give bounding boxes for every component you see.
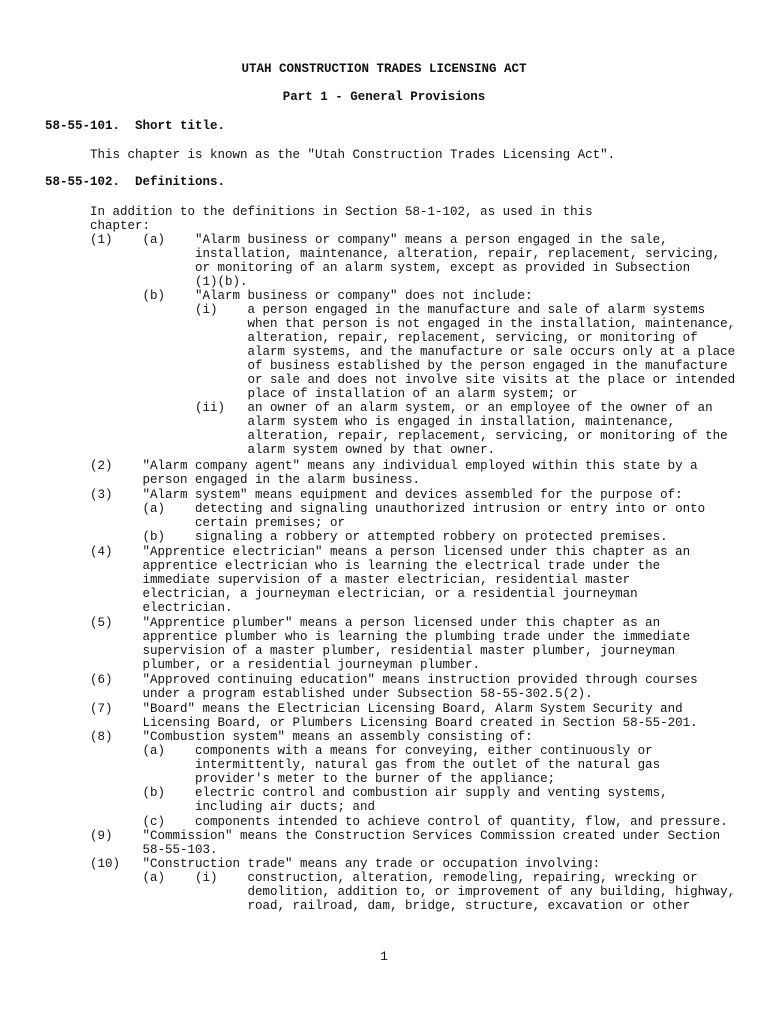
body-line: plumber, or a residential journeyman plumber. bbox=[90, 658, 481, 672]
body-line: (4) "Apprentice electrician" means a person licensed under this chapter as an bbox=[90, 545, 691, 559]
body-line: person engaged in the alarm business. bbox=[90, 473, 421, 487]
body-line: (1)(b). bbox=[90, 275, 248, 289]
body-line: or monitoring of an alarm system, except as provided in Subsection bbox=[90, 261, 691, 275]
body-line: (5) "Apprentice plumber" means a person licensed under this chapter as an bbox=[90, 616, 661, 630]
body-line: (1) (a) "Alarm business or company" means a person engaged in the sale, bbox=[90, 233, 668, 247]
body-line: (i) a person engaged in the manufacture and sale of alarm systems bbox=[90, 303, 706, 317]
body-line: alteration, repair, replacement, servicing, or monitoring of the bbox=[90, 429, 728, 443]
page-number: 1 bbox=[380, 949, 388, 964]
body-line: installation, maintenance, alteration, repair, replacement, servicing, bbox=[90, 247, 721, 261]
section-heading-short-title: 58-55-101. Short title. bbox=[45, 119, 226, 133]
body-line: under a program established under Subsection 58-55-302.5(2). bbox=[90, 687, 593, 701]
body-line: (b) electric control and combustion air supply and venting systems, bbox=[90, 786, 668, 800]
body-line: of business established by the person engaged in the manufacture bbox=[90, 359, 728, 373]
body-line: alteration, repair, replacement, servicing, or monitoring of bbox=[90, 331, 698, 345]
body-line: including air ducts; and bbox=[90, 800, 376, 814]
body-line: (6) "Approved continuing education" means instruction provided through courses bbox=[90, 673, 698, 687]
body-line: (b) "Alarm business or company" does not include: bbox=[90, 289, 533, 303]
body-line: In addition to the definitions in Section 58-1-102, as used in this bbox=[90, 205, 593, 219]
body-line: (ii) an owner of an alarm system, or an employee of the owner of an bbox=[90, 401, 713, 415]
body-line: (8) "Combustion system" means an assembly consisting of: bbox=[90, 730, 533, 744]
body-line: or sale and does not involve site visits at the place or intended bbox=[90, 373, 736, 387]
body-line: apprentice electrician who is learning the electrical trade under the bbox=[90, 559, 661, 573]
body-line: Licensing Board, or Plumbers Licensing Board created in Section 58-55-201. bbox=[90, 716, 698, 730]
body-line: supervision of a master plumber, residential master plumber, journeyman bbox=[90, 644, 676, 658]
body-line: This chapter is known as the "Utah Construction Trades Licensing Act". bbox=[90, 148, 616, 162]
body-line: (3) "Alarm system" means equipment and devices assembled for the purpose of: bbox=[90, 488, 683, 502]
body-line: 58-55-103. bbox=[90, 843, 218, 857]
body-line: (a) detecting and signaling unauthorized intrusion or entry into or onto bbox=[90, 502, 706, 516]
body-line: (a) (i) construction, alteration, remodeling, repairing, wrecking or bbox=[90, 871, 698, 885]
body-line: place of installation of an alarm system; or bbox=[90, 387, 578, 401]
body-line: (9) "Commission" means the Construction Services Commission created under Section bbox=[90, 829, 721, 843]
body-line: (2) "Alarm company agent" means any individual employed within this state by a bbox=[90, 459, 698, 473]
body-line: when that person is not engaged in the installation, maintenance, bbox=[90, 317, 736, 331]
body-line: electrician, a journeyman electrician, or a residential journeyman bbox=[90, 587, 638, 601]
body-line: alarm systems, and the manufacture or sale occurs only at a place bbox=[90, 345, 736, 359]
body-line: alarm system owned by that owner. bbox=[90, 443, 496, 457]
part-heading: Part 1 - General Provisions bbox=[282, 90, 486, 104]
body-line: (a) components with a means for conveying, either continuously or bbox=[90, 744, 653, 758]
body-line: electrician. bbox=[90, 601, 233, 615]
body-line: apprentice plumber who is learning the plumbing trade under the immediate bbox=[90, 630, 691, 644]
body-line: immediate supervision of a master electrician, residential master bbox=[90, 573, 631, 587]
body-line: (7) "Board" means the Electrician Licensing Board, Alarm System Security and bbox=[90, 702, 683, 716]
document-title: UTAH CONSTRUCTION TRADES LICENSING ACT bbox=[241, 62, 527, 76]
body-line: (c) components intended to achieve control of quantity, flow, and pressure. bbox=[90, 815, 728, 829]
body-line: (10) "Construction trade" means any trade or occupation involving: bbox=[90, 857, 601, 871]
body-line: demolition, addition to, or improvement of any building, highway, bbox=[90, 885, 736, 899]
body-line: provider's meter to the burner of the appliance; bbox=[90, 772, 556, 786]
body-line: (b) signaling a robbery or attempted robbery on protected premises. bbox=[90, 530, 668, 544]
body-line: intermittently, natural gas from the outlet of the natural gas bbox=[90, 758, 661, 772]
body-line: alarm system who is engaged in installation, maintenance, bbox=[90, 415, 676, 429]
body-line: chapter: bbox=[90, 219, 151, 233]
section-heading-definitions: 58-55-102. Definitions. bbox=[45, 175, 226, 189]
body-line: certain premises; or bbox=[90, 516, 346, 530]
body-line: road, railroad, dam, bridge, structure, excavation or other bbox=[90, 899, 691, 913]
